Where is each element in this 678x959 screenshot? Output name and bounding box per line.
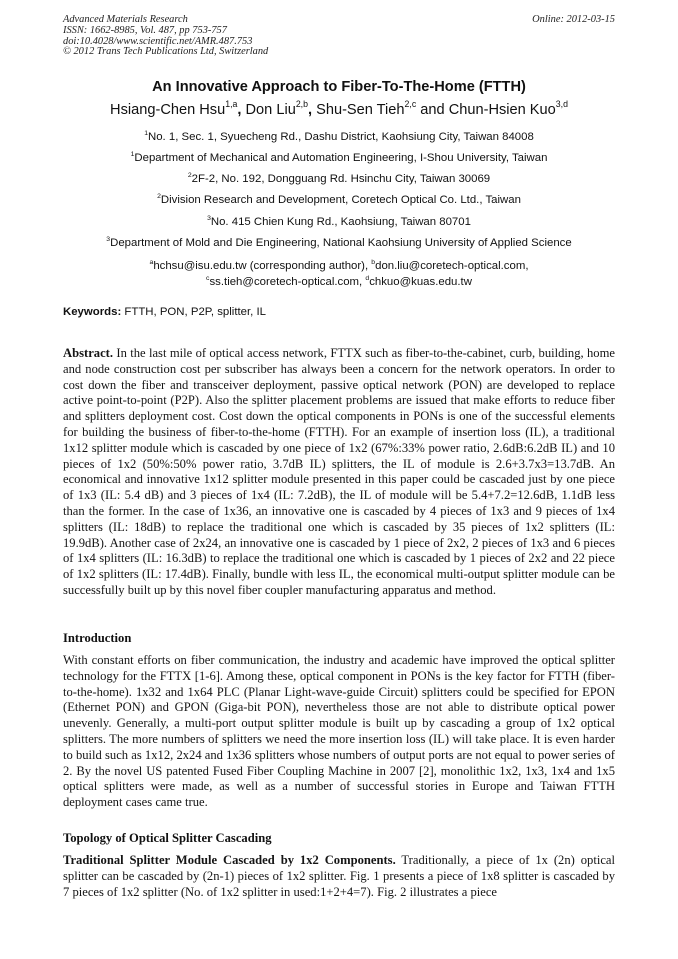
affiliation-text: 2F-2, No. 192, Dongguang Rd. Hsinchu City, Taiwan 30069	[191, 173, 491, 185]
email-text: ss.tieh@coretech-optical.com,	[209, 276, 366, 288]
paper-title: An Innovative Approach to Fiber-To-The-Home (FTTH)	[152, 79, 526, 95]
email-mark: b	[371, 258, 376, 266]
abstract-paragraph	[63, 346, 615, 599]
affiliation-line	[0, 131, 678, 143]
abstract-text: In the last mile of optical access network, FTTX such as fiber-to-the-cabinet, curb, building, home and node construction cost per subscriber has always been a concern for the network operators. In order to cost down the fiber and transceiver deployment, passive optical network (PON) are developed to replace active point-to-point (P2P). Also the splitter placement problems are issued that make efforts to reduce fiber and splitters deployment cost. Cost down the optical components in PONs is one of the successful elements for building the business of fiber-to-the-home (FTTH). For an example of insertion loss (IL), a traditional 1x12 splitter module which is cascaded by one piece of 1x2 (67%:33% power ratio, 2.6dB:6.2dB IL) and 10 pieces of 1x2 (50%:50% power ratio, 3.7dB IL) splitters, the IL of module is 2.6+3.7x3=13.7dB. An economical and innovative 1x12 splitter module presented in this paper could be cascaded just by one piece of 1x3 (IL: 5.4 dB) and 3 pieces of 1x4 (IL: 7.2dB), the IL of module will be 5.4+7.2=12.6dB, 1.1dB less than the former. In the case of 1x36, an innovative one is cascaded by 4 pieces of 1x3 and 9 pieces of 1x4 splitters (IL: 18dB) to replace the traditional one which is cascaded by 35 pieces of 1x2 splitters (IL: 19.9dB). Another case of 2x24, an innovative one is cascaded by 1 piece of 2x2, 2 pieces of 1x3 and 6 pieces of 1x4 splitters (IL: 16.3dB) to replace the traditional one which is cascaded by 1 pieces of 2x2 and 22 piece of 1x2 splitters (IL: 17.4dB). Finally, bundle with less IL, the economical multi-output splitter module can be successfully built up by this novel fiber coupler manufacturing apparatus and method.	[63, 346, 615, 597]
author-name: Shu-Sen Tieh	[312, 102, 405, 118]
author-affiliation-mark: 1,a	[225, 99, 238, 110]
email-line	[0, 258, 678, 274]
affiliation-line	[0, 152, 678, 164]
keywords-text: FTTH, PON, P2P, splitter, IL	[121, 306, 266, 318]
affiliation-text: Department of Mold and Die Engineering, National Kaohsiung University of Applied Science	[110, 237, 572, 249]
author-separator: ,	[237, 102, 242, 118]
section-heading-introduction: Introduction	[63, 631, 132, 645]
affiliation-line	[0, 173, 678, 185]
affiliation-mark: 2	[187, 171, 192, 179]
abstract-label: Abstract.	[63, 346, 114, 360]
affiliation-text: No. 1, Sec. 1, Syuecheng Rd., Dashu District, Kaohsiung City, Taiwan 84008	[148, 131, 534, 143]
subsection-lead: Traditional Splitter Module Cascaded by 1x2 Components.	[63, 853, 396, 867]
copyright-line: © 2012 Trans Tech Publications Ltd, Switzerland	[63, 46, 269, 58]
author-name: Chun-Hsien Kuo	[444, 102, 556, 118]
email-text: hchsu@isu.edu.tw (corresponding author),	[153, 260, 372, 272]
email-line	[0, 274, 678, 290]
journal-name: Advanced Materials Research	[63, 14, 188, 25]
author-separator: and	[416, 102, 445, 118]
author-name: Hsiang-Chen Hsu	[110, 102, 226, 118]
affiliation-text: Department of Mechanical and Automation Engineering, I-Shou University, Taiwan	[134, 152, 548, 164]
journal-header	[63, 15, 615, 58]
introduction-paragraph: With constant efforts on fiber communication, the industry and academic have improved the optical splitter technology for the FTTX [1-6]. Among these, optical component in PONs is the key factor for FTTH (fiber-to-the-home). 1x32 and 1x64 PLC (Planar Light-wave-guide Circuit) splitters could be specified for EPON (Ethernet PON) and GPON (Giga-bit PON), nevertheless those are not able to distribute optical power unevenly. Generally, a multi-port output splitter module is built up by cascading a group of 1x2 optical splitters. The more numbers of splitters we need the more insertion loss (IL) will take place. It is even harder to build such as 1x12, 2x24 and 1x36 splitters whose numbers of output ports are not equal to power series of 2. By the novel US patented Fused Fiber Coupling Machine in 2007 [2], monolithic 1x2, 1x3, 1x4 and 1x5 optical splitters were made, as well as a number of successful stories in Europe and Taiwan FTTH deployment cases came true.	[63, 653, 615, 810]
email-mark: a	[149, 258, 154, 266]
author-list	[0, 99, 678, 118]
affiliation-line	[0, 237, 678, 249]
affiliation-mark: 1	[130, 150, 135, 158]
affiliation-text: Division Research and Development, Coretech Optical Co. Ltd., Taiwan	[160, 194, 521, 206]
author-affiliation-mark: 3,d	[555, 99, 568, 110]
affiliation-mark: 3	[207, 214, 211, 222]
issn-line: ISSN: 1662-8985, Vol. 487, pp 753-757	[63, 24, 227, 36]
affiliation-mark: 2	[157, 192, 161, 200]
topology-text: Traditionally, a piece of 1x (2n) optical splitter can be cascaded by (2n-1) pieces of 1x2 splitter. Fig. 1 presents a piece of 1x8 splitter is cascaded by 7 pieces of 1x2 splitter (No. of 1x2 splitter in used:1+2+4=7). Fig. 2 illustrates a piece	[63, 853, 616, 899]
keywords	[63, 306, 266, 318]
author-separator: ,	[307, 102, 313, 118]
section-heading-topology: Topology of Optical Splitter Cascading	[63, 831, 272, 845]
topology-paragraph	[63, 853, 615, 900]
keywords-label: Keywords:	[63, 306, 122, 318]
email-mark: d	[365, 274, 370, 282]
email-text: chkuo@kuas.edu.tw	[369, 276, 472, 288]
author-affiliation-mark: 2,c	[404, 99, 417, 110]
author-emails	[0, 258, 678, 290]
email-mark: c	[206, 274, 210, 282]
author-affiliation-mark: 2,b	[295, 99, 308, 110]
author-name: Don Liu	[241, 102, 296, 118]
affiliation-line	[0, 216, 678, 228]
online-date: Online: 2012-03-15	[532, 14, 615, 25]
affiliation-line	[0, 194, 678, 206]
doi-line: doi:10.4028/www.scientific.net/AMR.487.753	[63, 35, 253, 47]
email-text: don.liu@coretech-optical.com,	[375, 260, 529, 272]
affiliation-mark: 1	[144, 129, 148, 137]
affiliation-text: No. 415 Chien Kung Rd., Kaohsiung, Taiwan 80701	[210, 216, 471, 228]
affiliation-mark: 3	[106, 235, 111, 243]
